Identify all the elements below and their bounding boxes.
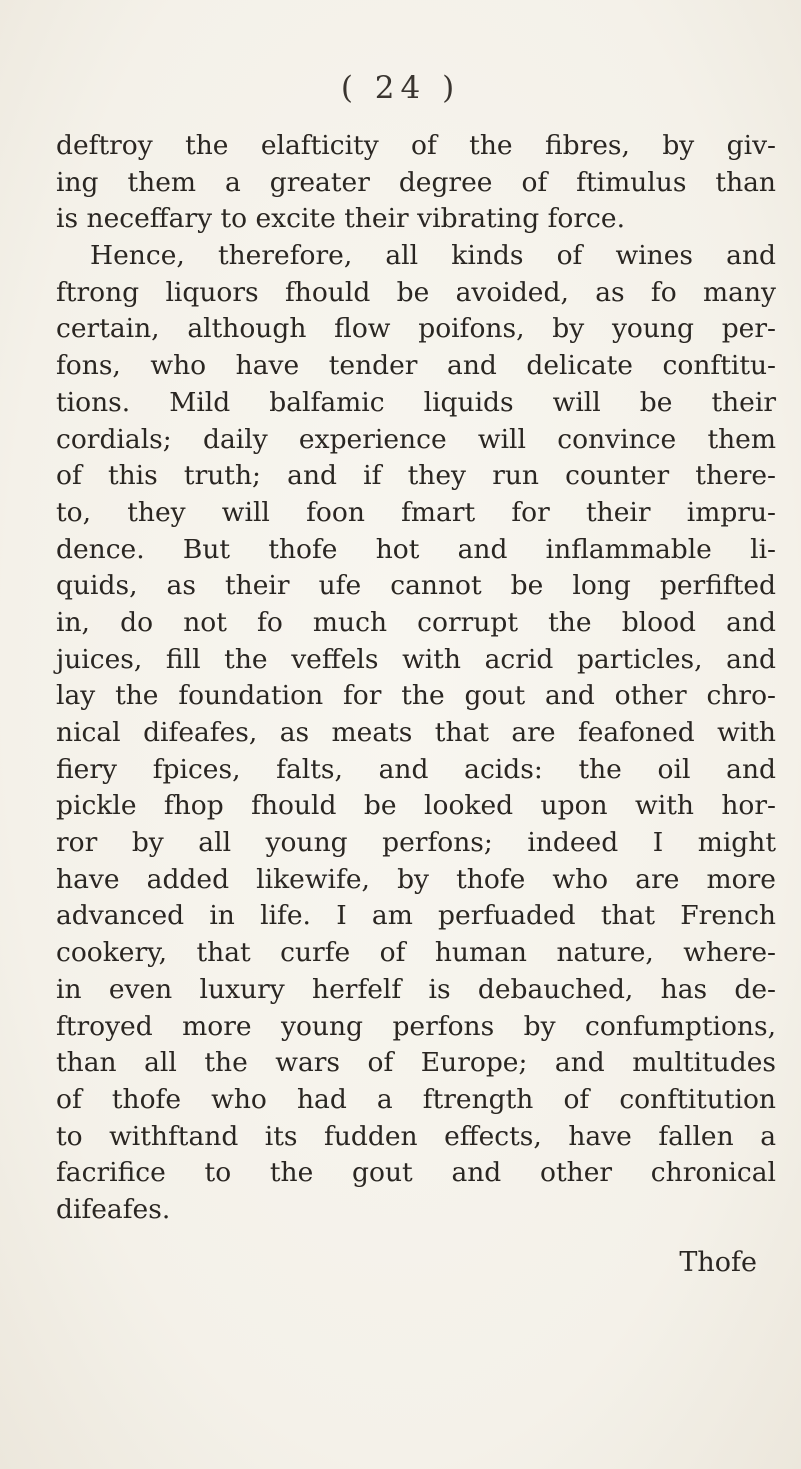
text-line: certain, although flow poifons, by young per- [56,313,776,345]
text-line: to, they will foon fmart for their impru- [56,496,776,528]
text-line: Hence, therefore, all kinds of wines and [90,240,776,272]
text-line: facrifice to the gout and other chronical [56,1157,776,1189]
text-line: is neceffary to excite their vibrating force. [56,203,625,235]
text-line: fons, who have tender and delicate conftitu- [56,350,776,382]
text-line: in, do not fo much corrupt the blood and [56,606,776,638]
text-line: in even luxury herfelf is debauched, has de- [56,973,776,1005]
text-line: than all the wars of Europe; and multitudes [56,1047,776,1079]
text-line: advanced in life. I am perfuaded that French [56,900,776,932]
text-line: ror by all young perfons; indeed I might [56,827,776,859]
text-line: dence. But thofe hot and inflammable li- [56,533,776,565]
text-line: difeafes. [56,1193,171,1225]
text-line: cookery, that curfe of human nature, where- [56,937,776,969]
text-line: juices, fill the veffels with acrid particles, and [56,643,776,675]
text-line: ing them a greater degree of ftimulus than [56,166,776,198]
text-line: to withftand its fudden effects, have fallen a [56,1120,776,1152]
text-line: cordials; daily experience will convince them [56,423,776,455]
text-line: nical difeafes, as meats that are feafoned with [56,717,776,748]
text-line: deftroy the elafticity of the fibres, by giv- [56,130,776,161]
text-line: pickle fhop fhould be looked upon with hor- [56,790,776,822]
text-line: lay the foundation for the gout and other chro- [56,680,776,712]
text-line: quids, as their ufe cannot be long perfifted [56,570,776,602]
text-line: have added likewife, by thofe who are more [56,863,776,895]
text-line: of this truth; and if they run counter there- [56,460,776,492]
page-number: ( 24 ) [340,70,461,106]
body-text [56,128,776,1229]
text-line: tions. Mild balfamic liquids will be their [56,386,776,418]
text-line: of thofe who had a ftrength of conftitution [56,1083,776,1115]
text-line: fiery fpices, falts, and acids: the oil and [56,753,776,785]
text-line: ftroyed more young perfons by confumptions, [56,1010,776,1042]
catchword: Thofe [679,1247,757,1278]
text-line: ftrong liquors fhould be avoided, as fo many [56,276,776,308]
